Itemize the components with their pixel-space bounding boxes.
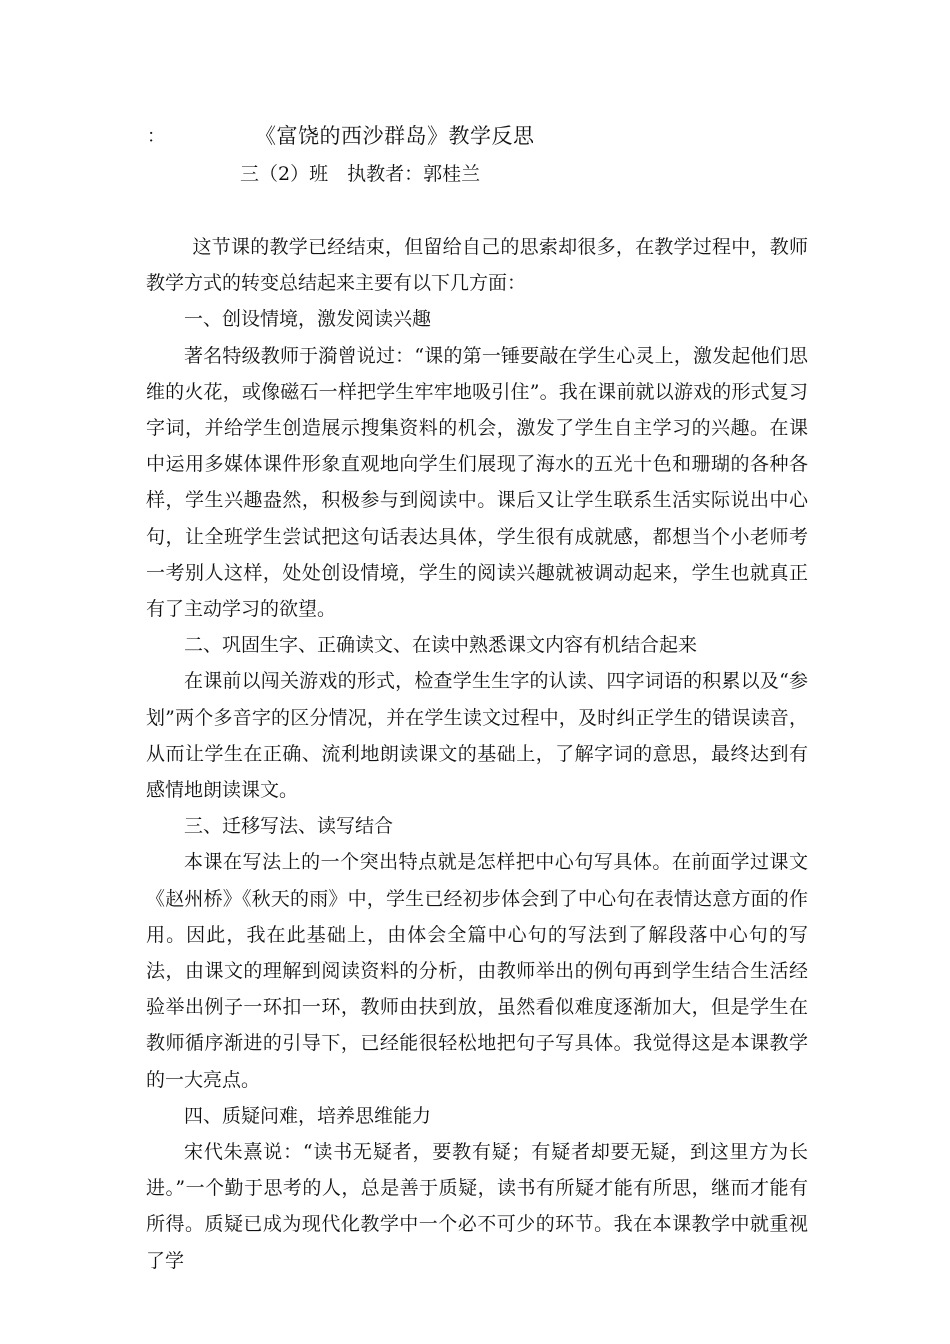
section-heading-1: 一、创设情境，激发阅读兴趣 xyxy=(184,308,432,331)
section-heading-3: 三、迁移写法、读写结合 xyxy=(184,815,394,838)
section-heading-2: 二、巩固生字、正确读文、在读中熟悉课文内容有机结合起来 xyxy=(184,634,698,657)
section-paragraph-1: 著名特级教师于漪曾说过：“课的第一锤要敲在学生心灵上，激发起他们思维的火花，或像磁石一样把学生牢牢地吸引住”。我在课前就以游戏的形式复习字词，并给学生创造展示搜集资料的机会，激发了学生自主学习的兴趣。在课中运用多媒体课件形象直观地向学生们展现了海水的五光十色和珊瑚的各种各样，学生兴趣盎然，积极参与到阅读中。课后又让学生联系生活实际说出中心句，让全班学生尝试把这句话表达具体，学生很有成就感，都想当个小老师考一考别人这样，处处创设情境，学生的阅读兴趣就被调动起来，学生也就真正有了主动学习的欲望。 xyxy=(146,344,808,621)
document-subtitle: 三（2）班 执教者：郭桂兰 xyxy=(240,163,481,185)
document-body xyxy=(146,229,808,1279)
stray-mark: ： xyxy=(147,126,165,147)
section-paragraph-4: 宋代朱熹说：“读书无疑者，要教有疑；有疑者却要无疑，到这里方为长进。”一个勤于思考的人，总是善于质疑，读书有所疑才能有所思，继而才能有所得。质疑已成为现代化教学中一个必不可少的环节。我在本课教学中就重视了学 xyxy=(146,1141,808,1272)
section-paragraph-3: 本课在写法上的一个突出特点就是怎样把中心句写具体。在前面学过课文《赵州桥》《秋天的雨》中，学生已经初步体会到了中心句在表情达意方面的作用。因此，我在此基础上，由体会全篇中心句的写法到了解段落中心句的写法，由课文的理解到阅读资料的分析，由教师举出的例句再到学生结合生活经验举出例子一环扣一环，教师由扶到放，虽然看似难度逐渐加大，但是学生在教师循序渐进的引导下，已经能很轻松地把句子写具体。我觉得这是本课教学的一大亮点。 xyxy=(146,851,808,1091)
section-heading-4: 四、质疑问难，培养思维能力 xyxy=(184,1104,432,1127)
intro-paragraph: 这节课的教学已经结束，但留给自己的思索却很多，在教学过程中，教师教学方式的转变总结起来主要有以下几方面： xyxy=(146,236,808,295)
document-title: 《富饶的西沙群岛》教学反思 xyxy=(255,124,535,148)
section-paragraph-2: 在课前以闯关游戏的形式，检查学生生字的认读、四字词语的积累以及“参划”两个多音字的区分情况，并在学生读文过程中，及时纠正学生的错误读音，从而让学生在正确、流利地朗读课文的基础上，了解字词的意思，最终达到有感情地朗读课文。 xyxy=(146,670,808,802)
